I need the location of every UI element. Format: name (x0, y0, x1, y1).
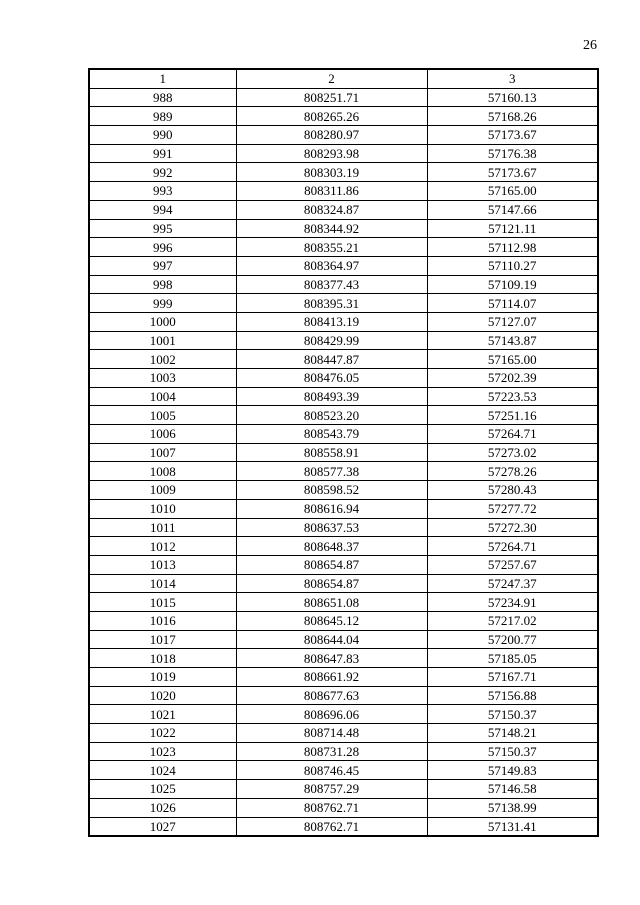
point-number-cell: 1023 (89, 742, 236, 761)
y-coordinate-cell: 57200.77 (427, 630, 598, 649)
table-row (89, 443, 598, 462)
column-header-1: 1 (89, 69, 236, 88)
x-coordinate-cell: 808645.12 (236, 611, 427, 630)
point-number-cell: 1022 (89, 724, 236, 743)
table-row (89, 798, 598, 817)
x-coordinate-cell: 808543.79 (236, 425, 427, 444)
table-row (89, 724, 598, 743)
table-row (89, 219, 598, 238)
page-number: 26 (583, 38, 597, 53)
x-coordinate-cell: 808364.97 (236, 256, 427, 275)
y-coordinate-cell: 57138.99 (427, 798, 598, 817)
table-row (89, 331, 598, 350)
table-row (89, 518, 598, 537)
x-coordinate-cell: 808280.97 (236, 126, 427, 145)
point-number-cell: 1017 (89, 630, 236, 649)
y-coordinate-cell: 57110.27 (427, 256, 598, 275)
y-coordinate-cell: 57202.39 (427, 369, 598, 388)
y-coordinate-cell: 57173.67 (427, 126, 598, 145)
table-row (89, 686, 598, 705)
point-number-cell: 1027 (89, 817, 236, 836)
x-coordinate-cell: 808637.53 (236, 518, 427, 537)
x-coordinate-cell: 808344.92 (236, 219, 427, 238)
y-coordinate-cell: 57150.37 (427, 705, 598, 724)
x-coordinate-cell: 808324.87 (236, 200, 427, 219)
y-coordinate-cell: 57165.00 (427, 182, 598, 201)
point-number-cell: 1010 (89, 499, 236, 518)
x-coordinate-cell: 808654.87 (236, 574, 427, 593)
table-row (89, 294, 598, 313)
point-number-cell: 1014 (89, 574, 236, 593)
table-row (89, 406, 598, 425)
table-row (89, 630, 598, 649)
table-row (89, 668, 598, 687)
table-row (89, 200, 598, 219)
point-number-cell: 1005 (89, 406, 236, 425)
point-number-cell: 1007 (89, 443, 236, 462)
y-coordinate-cell: 57146.58 (427, 780, 598, 799)
y-coordinate-cell: 57251.16 (427, 406, 598, 425)
x-coordinate-cell: 808757.29 (236, 780, 427, 799)
x-coordinate-cell: 808648.37 (236, 537, 427, 556)
x-coordinate-cell: 808395.31 (236, 294, 427, 313)
point-number-cell: 989 (89, 107, 236, 126)
x-coordinate-cell: 808731.28 (236, 742, 427, 761)
table-row (89, 481, 598, 500)
x-coordinate-cell: 808476.05 (236, 369, 427, 388)
x-coordinate-cell: 808577.38 (236, 462, 427, 481)
table-row (89, 817, 598, 836)
point-number-cell: 1001 (89, 331, 236, 350)
x-coordinate-cell: 808746.45 (236, 761, 427, 780)
point-number-cell: 1004 (89, 387, 236, 406)
point-number-cell: 1019 (89, 668, 236, 687)
table-row (89, 499, 598, 518)
x-coordinate-cell: 808714.48 (236, 724, 427, 743)
x-coordinate-cell: 808377.43 (236, 275, 427, 294)
x-coordinate-cell: 808523.20 (236, 406, 427, 425)
x-coordinate-cell: 808762.71 (236, 817, 427, 836)
y-coordinate-cell: 57150.37 (427, 742, 598, 761)
y-coordinate-cell: 57185.05 (427, 649, 598, 668)
x-coordinate-cell: 808644.04 (236, 630, 427, 649)
table-row (89, 742, 598, 761)
table-header-row (89, 69, 598, 88)
table-row (89, 593, 598, 612)
table-row (89, 387, 598, 406)
y-coordinate-cell: 57264.71 (427, 537, 598, 556)
y-coordinate-cell: 57234.91 (427, 593, 598, 612)
table-body (89, 88, 598, 836)
x-coordinate-cell: 808654.87 (236, 555, 427, 574)
y-coordinate-cell: 57167.71 (427, 668, 598, 687)
y-coordinate-cell: 57114.07 (427, 294, 598, 313)
table-row (89, 574, 598, 593)
x-coordinate-cell: 808616.94 (236, 499, 427, 518)
x-coordinate-cell: 808647.83 (236, 649, 427, 668)
column-header-3: 3 (427, 69, 598, 88)
table-row (89, 780, 598, 799)
point-number-cell: 990 (89, 126, 236, 145)
x-coordinate-cell: 808558.91 (236, 443, 427, 462)
coordinates-table (88, 68, 599, 837)
x-coordinate-cell: 808293.98 (236, 144, 427, 163)
point-number-cell: 1003 (89, 369, 236, 388)
point-number-cell: 1008 (89, 462, 236, 481)
y-coordinate-cell: 57148.21 (427, 724, 598, 743)
point-number-cell: 1000 (89, 312, 236, 331)
table-row (89, 107, 598, 126)
point-number-cell: 998 (89, 275, 236, 294)
x-coordinate-cell: 808251.71 (236, 88, 427, 107)
point-number-cell: 1020 (89, 686, 236, 705)
y-coordinate-cell: 57278.26 (427, 462, 598, 481)
y-coordinate-cell: 57121.11 (427, 219, 598, 238)
x-coordinate-cell: 808762.71 (236, 798, 427, 817)
table-row (89, 705, 598, 724)
x-coordinate-cell: 808598.52 (236, 481, 427, 500)
point-number-cell: 1012 (89, 537, 236, 556)
y-coordinate-cell: 57109.19 (427, 275, 598, 294)
point-number-cell: 1013 (89, 555, 236, 574)
y-coordinate-cell: 57168.26 (427, 107, 598, 126)
x-coordinate-cell: 808651.08 (236, 593, 427, 612)
x-coordinate-cell: 808429.99 (236, 331, 427, 350)
y-coordinate-cell: 57264.71 (427, 425, 598, 444)
y-coordinate-cell: 57127.07 (427, 312, 598, 331)
column-header-2: 2 (236, 69, 427, 88)
y-coordinate-cell: 57277.72 (427, 499, 598, 518)
point-number-cell: 1009 (89, 481, 236, 500)
point-number-cell: 1026 (89, 798, 236, 817)
table-row (89, 369, 598, 388)
x-coordinate-cell: 808677.63 (236, 686, 427, 705)
table-row (89, 462, 598, 481)
table-row (89, 126, 598, 145)
point-number-cell: 1025 (89, 780, 236, 799)
table-row (89, 238, 598, 257)
y-coordinate-cell: 57165.00 (427, 350, 598, 369)
x-coordinate-cell: 808355.21 (236, 238, 427, 257)
table-row (89, 163, 598, 182)
point-number-cell: 1006 (89, 425, 236, 444)
point-number-cell: 993 (89, 182, 236, 201)
y-coordinate-cell: 57223.53 (427, 387, 598, 406)
point-number-cell: 991 (89, 144, 236, 163)
x-coordinate-cell: 808661.92 (236, 668, 427, 687)
point-number-cell: 997 (89, 256, 236, 275)
y-coordinate-cell: 57143.87 (427, 331, 598, 350)
table-row (89, 649, 598, 668)
y-coordinate-cell: 57156.88 (427, 686, 598, 705)
point-number-cell: 996 (89, 238, 236, 257)
x-coordinate-cell: 808265.26 (236, 107, 427, 126)
table-row (89, 425, 598, 444)
point-number-cell: 1024 (89, 761, 236, 780)
point-number-cell: 992 (89, 163, 236, 182)
table-row (89, 312, 598, 331)
y-coordinate-cell: 57160.13 (427, 88, 598, 107)
table-row (89, 537, 598, 556)
table-row (89, 761, 598, 780)
y-coordinate-cell: 57273.02 (427, 443, 598, 462)
y-coordinate-cell: 57131.41 (427, 817, 598, 836)
table-row (89, 88, 598, 107)
point-number-cell: 994 (89, 200, 236, 219)
x-coordinate-cell: 808303.19 (236, 163, 427, 182)
x-coordinate-cell: 808311.86 (236, 182, 427, 201)
table-row (89, 144, 598, 163)
y-coordinate-cell: 57257.67 (427, 555, 598, 574)
table-row (89, 350, 598, 369)
point-number-cell: 1018 (89, 649, 236, 668)
table-row (89, 182, 598, 201)
y-coordinate-cell: 57280.43 (427, 481, 598, 500)
point-number-cell: 999 (89, 294, 236, 313)
y-coordinate-cell: 57272.30 (427, 518, 598, 537)
y-coordinate-cell: 57173.67 (427, 163, 598, 182)
point-number-cell: 988 (89, 88, 236, 107)
x-coordinate-cell: 808447.87 (236, 350, 427, 369)
point-number-cell: 1016 (89, 611, 236, 630)
point-number-cell: 1011 (89, 518, 236, 537)
point-number-cell: 1002 (89, 350, 236, 369)
y-coordinate-cell: 57149.83 (427, 761, 598, 780)
table-row (89, 611, 598, 630)
point-number-cell: 1021 (89, 705, 236, 724)
x-coordinate-cell: 808493.39 (236, 387, 427, 406)
y-coordinate-cell: 57217.02 (427, 611, 598, 630)
point-number-cell: 995 (89, 219, 236, 238)
point-number-cell: 1015 (89, 593, 236, 612)
table-row (89, 555, 598, 574)
x-coordinate-cell: 808413.19 (236, 312, 427, 331)
table-row (89, 275, 598, 294)
x-coordinate-cell: 808696.06 (236, 705, 427, 724)
y-coordinate-cell: 57176.38 (427, 144, 598, 163)
table-row (89, 256, 598, 275)
y-coordinate-cell: 57147.66 (427, 200, 598, 219)
y-coordinate-cell: 57247.37 (427, 574, 598, 593)
y-coordinate-cell: 57112.98 (427, 238, 598, 257)
